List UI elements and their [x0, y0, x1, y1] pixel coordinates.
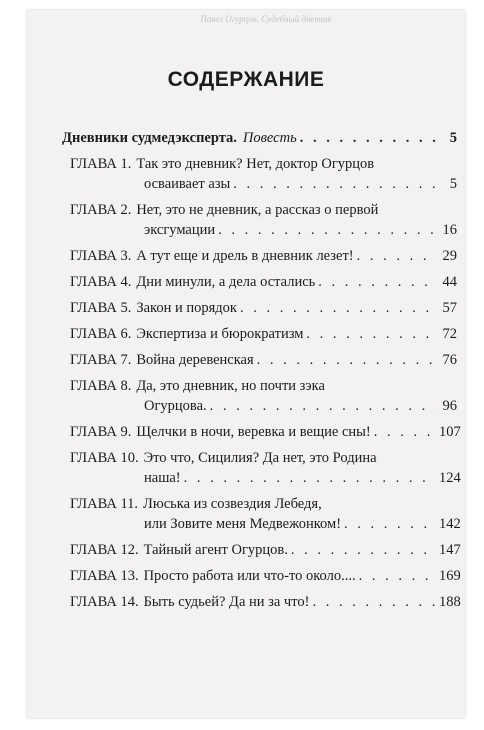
chapter-label: ГЛАВА 12. — [70, 542, 139, 558]
page-number: 5 — [449, 176, 457, 192]
chapter-list — [70, 154, 461, 612]
chapter-title-line: эксгумации — [144, 222, 216, 238]
chapter-title-line: Дни минули, а дела остались — [136, 274, 316, 290]
page-number: 16 — [442, 222, 457, 238]
chapter-label: ГЛАВА 8. — [70, 378, 132, 394]
toc-chapter-entry[interactable] — [70, 592, 461, 612]
chapter-label: ГЛАВА 11. — [70, 496, 139, 512]
toc-chapter-entry[interactable] — [70, 494, 461, 534]
toc-main-entry[interactable] — [62, 128, 457, 148]
page-number: 57 — [442, 300, 457, 316]
page-number: 96 — [442, 398, 457, 414]
toc-chapter-entry[interactable] — [70, 376, 457, 416]
page-number: 5 — [449, 130, 457, 146]
page-number: 188 — [439, 594, 461, 610]
toc-chapter-entry[interactable] — [70, 200, 457, 240]
leader-dots — [312, 592, 436, 612]
toc-chapter-entry[interactable] — [70, 298, 457, 318]
page-number: 107 — [439, 424, 461, 440]
chapter-title-line: Война деревенская — [136, 352, 254, 368]
toc-chapter-entry[interactable] — [70, 566, 461, 586]
toc-chapter-entry[interactable] — [70, 324, 457, 344]
table-of-contents — [62, 128, 461, 618]
leader-dots — [306, 324, 436, 344]
chapter-label: ГЛАВА 14. — [70, 594, 139, 610]
chapter-label: ГЛАВА 10. — [70, 450, 139, 466]
chapter-label: ГЛАВА 4. — [70, 274, 132, 290]
chapter-title-line: Нет, это не дневник, а рассказ о первой — [136, 202, 379, 218]
chapter-label: ГЛАВА 5. — [70, 300, 132, 316]
chapter-title-line: Да, это дневник, но почти зэка — [136, 378, 325, 394]
leader-dots — [374, 422, 436, 442]
chapter-title-line: Быть судьей? Да ни за что! — [143, 594, 310, 610]
leader-dots — [344, 514, 436, 534]
leader-dots — [240, 298, 436, 318]
leader-dots — [184, 468, 436, 488]
chapter-label: ГЛАВА 9. — [70, 424, 132, 440]
chapter-title-line: Закон и порядок — [136, 300, 237, 316]
page-number: 142 — [439, 516, 461, 532]
toc-chapter-entry[interactable] — [70, 422, 461, 442]
chapter-title-line: Щелчки в ночи, веревка и вещие сны! — [136, 424, 371, 440]
main-entry-title: Дневники судмедэксперта. — [62, 130, 237, 146]
leader-dots — [233, 174, 436, 194]
chapter-title-line: Так это дневник? Нет, доктор Огурцов — [136, 156, 375, 172]
page-number: 169 — [439, 568, 461, 584]
chapter-title-line: Это что, Сицилия? Да нет, это Родина — [143, 450, 377, 466]
page-number: 147 — [439, 542, 461, 558]
chapter-label: ГЛАВА 3. — [70, 248, 132, 264]
leader-dots — [257, 350, 436, 370]
leader-dots — [359, 566, 436, 586]
page-number: 124 — [439, 470, 461, 486]
chapter-label: ГЛАВА 13. — [70, 568, 139, 584]
toc-chapter-entry[interactable] — [70, 154, 457, 194]
chapter-title-line: наша! — [144, 470, 181, 486]
running-head: Павел Огурцов. Судебный дневник — [200, 14, 332, 24]
chapter-title-line: Экспертиза и бюрократизм — [136, 326, 304, 342]
page-number: 44 — [442, 274, 457, 290]
chapter-title-line: осваивает азы — [144, 176, 231, 192]
toc-chapter-entry[interactable] — [70, 540, 461, 560]
toc-chapter-entry[interactable] — [70, 350, 457, 370]
book-page — [27, 10, 465, 718]
chapter-label: ГЛАВА 6. — [70, 326, 132, 342]
chapter-label: ГЛАВА 7. — [70, 352, 132, 368]
leader-dots — [318, 272, 436, 292]
main-entry-genre: Повесть — [242, 130, 297, 146]
page-number: 29 — [442, 248, 457, 264]
leader-dots — [218, 220, 436, 240]
toc-chapter-entry[interactable] — [70, 246, 457, 266]
toc-chapter-entry[interactable] — [70, 272, 457, 292]
leader-dots — [210, 396, 436, 416]
chapter-label: ГЛАВА 2. — [70, 202, 132, 218]
page-title: СОДЕРЖАНИЕ — [167, 68, 325, 91]
page-number: 72 — [442, 326, 457, 342]
chapter-title-line: Огурцова. — [144, 398, 207, 414]
chapter-title-line: или Зовите меня Медвежонком! — [144, 516, 342, 532]
leader-dots — [300, 128, 436, 148]
chapter-title-line: Люська из созвездия Лебедя, — [143, 496, 322, 512]
toc-chapter-entry[interactable] — [70, 448, 461, 488]
page-number: 76 — [442, 352, 457, 368]
chapter-title-line: Тайный агент Огурцов. — [143, 542, 288, 558]
leader-dots — [357, 246, 436, 266]
chapter-title-line: Просто работа или что-то около.... — [143, 568, 356, 584]
leader-dots — [291, 540, 436, 560]
chapter-label: ГЛАВА 1. — [70, 156, 132, 172]
chapter-title-line: А тут еще и дрель в дневник лезет! — [136, 248, 354, 264]
